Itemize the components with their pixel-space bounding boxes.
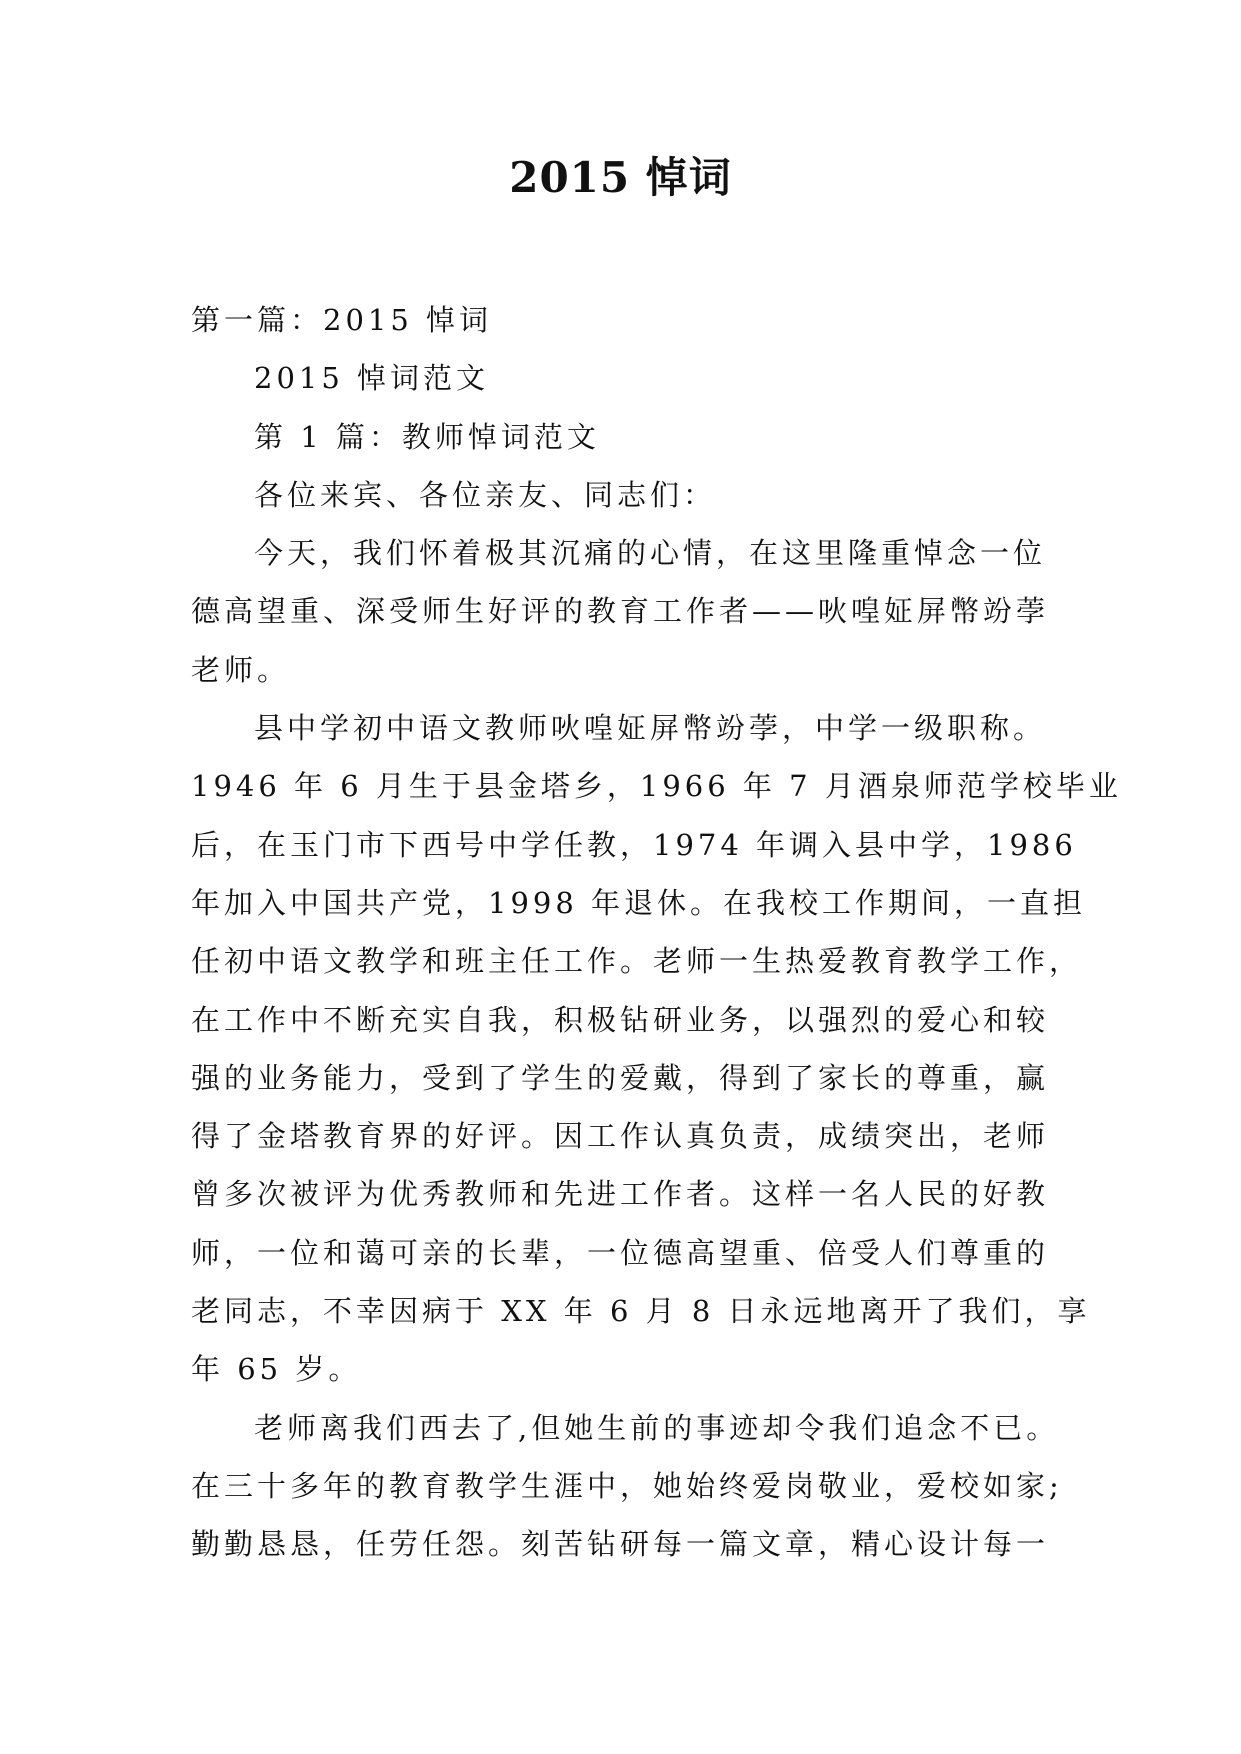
paragraph-line: 1946 年 6 月生于县金塔乡，1966 年 7 月酒泉师范学校毕业 bbox=[191, 769, 1122, 804]
paragraph-line: 年加入中国共产党，1998 年退休。在我校工作期间，一直担 bbox=[191, 885, 1087, 920]
paragraph-line: 德高望重、深受师生好评的教育工作者——吙喤姃屏幣竕荸 bbox=[191, 594, 1050, 629]
paragraph-line: 得了金塔教育界的好评。因工作认真负责，成绩突出，老师 bbox=[191, 1119, 1050, 1154]
paragraph-line: 在三十多年的教育教学生涯中，她始终爱岗敬业，爱校如家; bbox=[191, 1468, 1063, 1503]
paragraph-line: 后，在玉门市下西号中学任教，1974 年调入县中学，1986 bbox=[191, 827, 1077, 862]
paragraph-line: 老同志，不幸因病于 XX 年 6 月 8 日永远地离开了我们，享 bbox=[191, 1294, 1091, 1329]
paragraph-line: 曾多次被评为优秀教师和先进工作者。这样一名人民的好教 bbox=[191, 1177, 1050, 1212]
paragraph-line: 今天，我们怀着极其沉痛的心情，在这里隆重悼念一位 bbox=[254, 536, 1047, 571]
paragraph-line: 2015 悼词范文 bbox=[254, 361, 490, 396]
document-title: 2015 悼词 bbox=[509, 153, 732, 202]
paragraph-line: 强的业务能力，受到了学生的爱戴，得到了家长的尊重，赢 bbox=[191, 1060, 1050, 1095]
paragraph-line: 勤勤恳恳，任劳任怨。刻苦钻研每一篇文章，精心设计每一 bbox=[191, 1527, 1050, 1562]
paragraph-line: 第一篇：2015 悼词 bbox=[191, 303, 493, 337]
paragraph-line: 第 1 篇：教师悼词范文 bbox=[254, 419, 600, 454]
paragraph-line: 师，一位和蔼可亲的长辈，一位德高望重、倍受人们尊重的 bbox=[191, 1235, 1050, 1270]
paragraph-line: 年 65 岁。 bbox=[191, 1352, 362, 1387]
paragraph-line: 任初中语文教学和班主任工作。老师一生热爱教育教学工作， bbox=[191, 944, 1083, 979]
document-body bbox=[191, 291, 1122, 1574]
paragraph-line: 县中学初中语文教师吙喤姃屏幣竕荸，中学一级职称。 bbox=[254, 711, 1047, 746]
paragraph-line: 在工作中不断充实自我，积极钻研业务，以强烈的爱心和较 bbox=[191, 1002, 1050, 1037]
paragraph-line: 各位来宾、各位亲友、同志们： bbox=[254, 477, 717, 512]
paragraph-line: 老师。 bbox=[191, 652, 291, 687]
paragraph-line: 老师离我们西去了,但她生前的事迹却令我们追念不已。 bbox=[254, 1410, 1060, 1445]
